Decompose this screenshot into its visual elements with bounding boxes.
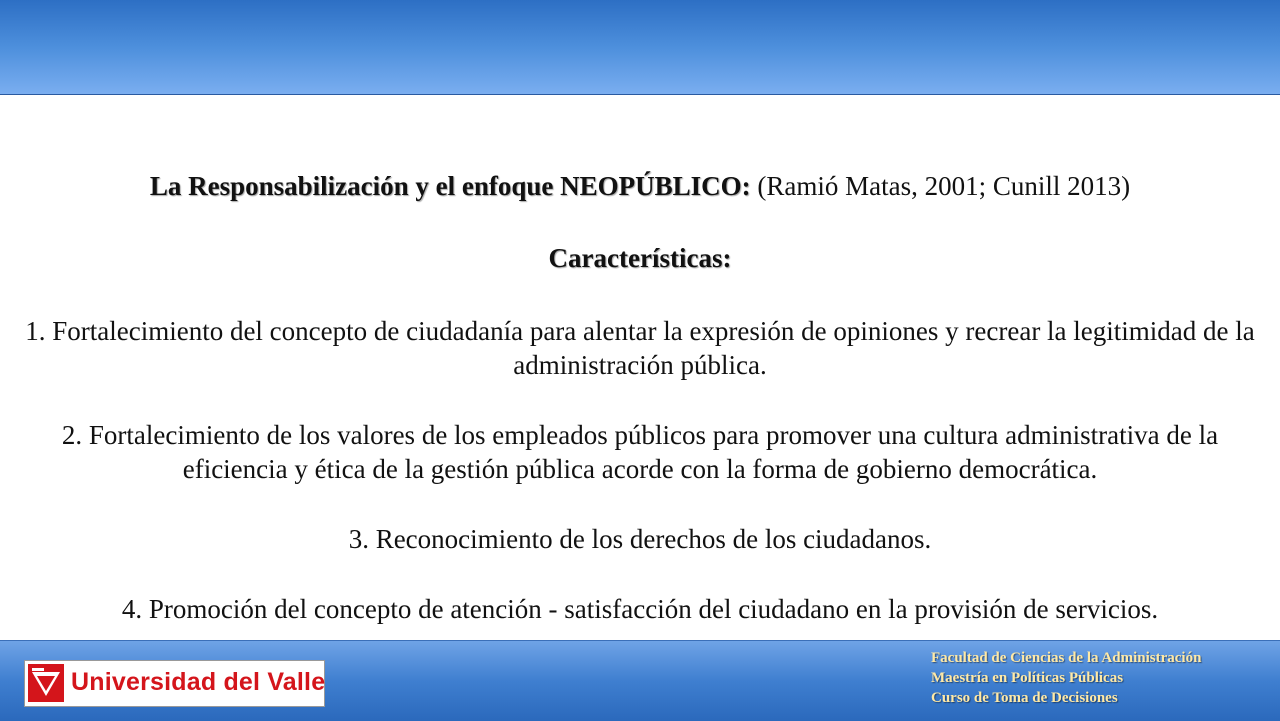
section-heading: Características: (548, 243, 732, 273)
footer-line-faculty: Facultad de Ciencias de la Administración (931, 650, 1202, 666)
title-citation: (Ramió Matas, 2001; Cunill 2013) (757, 171, 1131, 201)
footer-info (931, 648, 1201, 708)
list-item: 2. Fortalecimiento de los valores de los empleados públicos para promover una cultura administrativa de la eficiencia y ética de la gestión pública acorde con la forma de gobierno democrática. (61, 420, 1219, 484)
university-logo (24, 660, 325, 707)
list-item: 1. Fortalecimiento del concepto de ciudadanía para alentar la expresión de opiniones y recrear la legitimidad de la administración pública. (25, 316, 1255, 380)
header-band (0, 0, 1280, 95)
list-item: 4. Promoción del concepto de atención - satisfacción del ciudadano en la provisión de servicios. (121, 594, 1159, 624)
title-strong: La Responsabilización y el enfoque NEOPÚBLICO: (149, 171, 751, 201)
logo-emblem-icon (28, 664, 64, 702)
list-item: 3. Reconocimiento de los derechos de los ciudadanos. (348, 524, 932, 554)
slide-content (0, 168, 1280, 626)
footer-line-course: Curso de Toma de Decisiones (931, 690, 1118, 706)
logo-text: Universidad del Valle (71, 668, 326, 696)
slide-title (0, 168, 1280, 204)
footer-line-program: Maestría en Políticas Públicas (931, 670, 1124, 686)
